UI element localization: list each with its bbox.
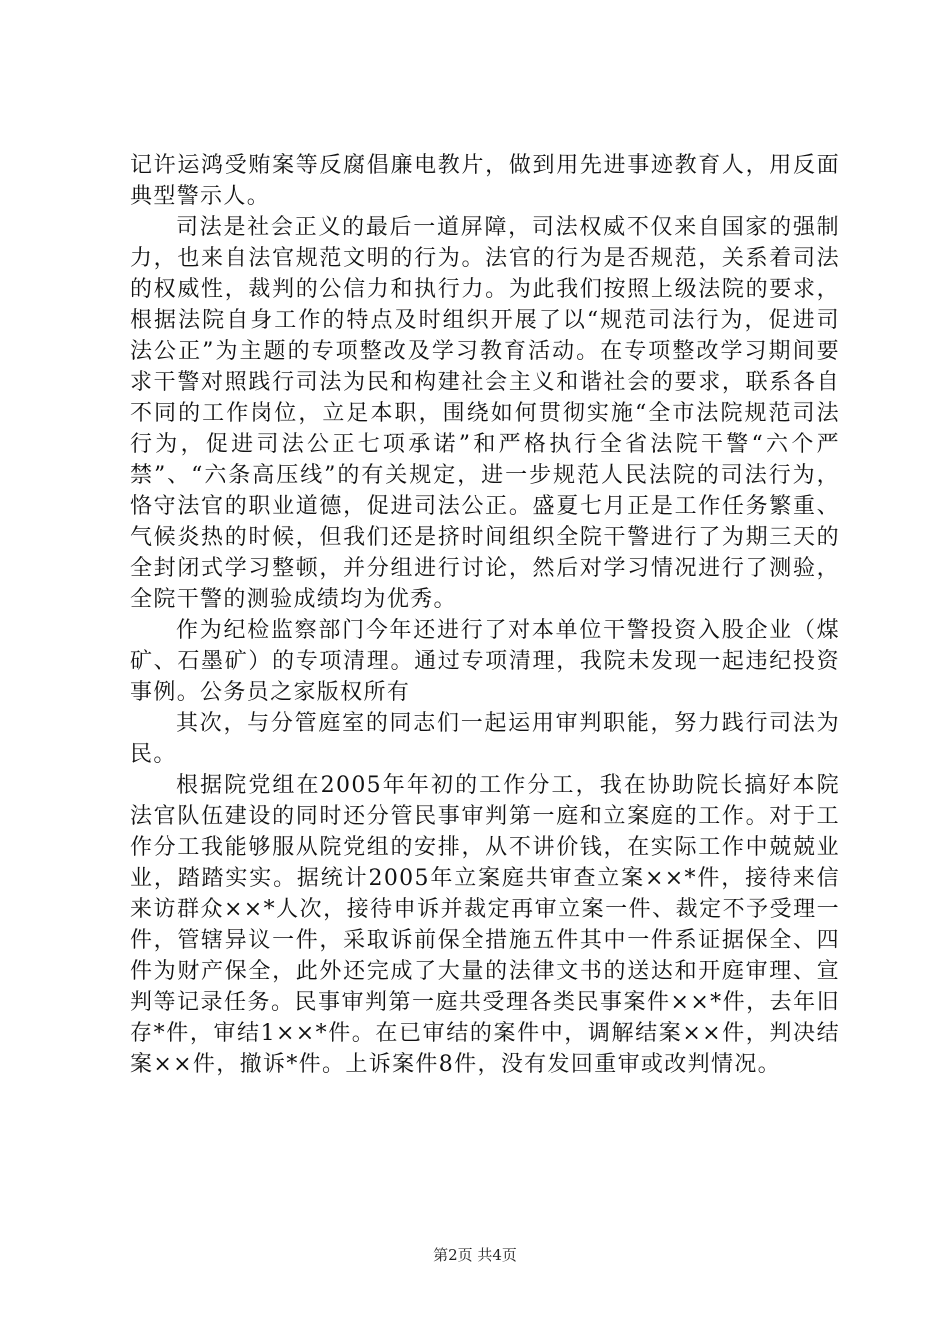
paragraph-continuation: 记许运鸿受贿案等反腐倡廉电教片，做到用先进事迹教育人，用反面典型警示人。 <box>130 153 840 209</box>
paragraph-investment-cleanup: 作为纪检监察部门今年还进行了对本单位干警投资入股企业（煤矿、石墨矿）的专项清理。通过专项清理，我院未发现一起违纪投资事例。公务员之家版权所有 <box>130 618 840 705</box>
document-body <box>130 150 840 1080</box>
page-number-footer: 第2页 共4页 <box>433 1246 517 1264</box>
paragraph-work-division: 根据院党组在2005年年初的工作分工，我在协助院长搞好本院法官队伍建设的同时还分管民事审判第一庭和立案庭的工作。对于工作分工我能够服从院党组的安排，从不讲价钱，在实际工作中兢兢业业，踏踏实实。据统计2005年立案庭共审查立案××*件，接待来信来访群众××*人次，接待申诉并裁定再审立案一件、裁定不予受理一件，管辖异议一件，采取诉前保全措施五件其中一件系证据保全、四件为财产保全，此外还完成了大量的法律文书的送达和开庭审理、宣判等记录任务。民事审判第一庭共受理各类民事案件××*件，去年旧存*件，审结1××*件。在已审结的案件中，调解结案××件，判决结案××件，撤诉*件。上诉案件8件，没有发回重审或改判情况。 <box>130 773 840 1077</box>
paragraph-secondly: 其次，与分管庭室的同志们一起运用审判职能，努力践行司法为民。 <box>130 711 840 767</box>
paragraph-judicial-authority: 司法是社会正义的最后一道屏障，司法权威不仅来自国家的强制力，也来自法官规范文明的行为。法官的行为是否规范，关系着司法的权威性，裁判的公信力和执行力。为此我们按照上级法院的要求，根据法院自身工作的特点及时组织开展了以“规范司法行为，促进司法公正”为主题的专项整改及学习教育活动。在专项整改学习期间要求干警对照践行司法为民和构建社会主义和谐社会的要求，联系各自不同的工作岗位，立足本职，围绕如何贯彻实施“全市法院规范司法行为，促进司法公正七项承诺”和严格执行全省法院干警“六个严禁”、“六条高压线”的有关规定，进一步规范人民法院的司法行为，恪守法官的职业道德，促进司法公正。盛夏七月正是工作任务繁重、气候炎热的时候，但我们还是挤时间组织全院干警进行了为期三天的全封闭式学习整顿，并分组进行讨论，然后对学习情况进行了测验，全院干警的测验成绩均为优秀。 <box>130 215 840 612</box>
